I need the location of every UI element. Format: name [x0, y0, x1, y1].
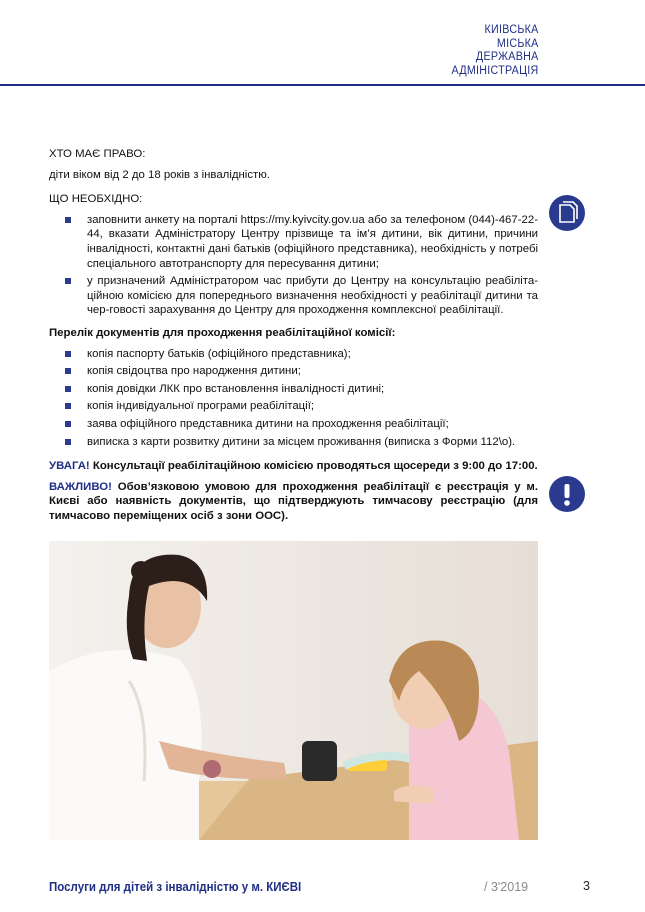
- important-label: ВАЖЛИВО!: [49, 480, 112, 493]
- footer-issue-number: / 3'2019: [484, 880, 529, 894]
- main-content: [49, 147, 538, 523]
- attention-label: УВАГА!: [49, 460, 90, 473]
- square-bullet-icon: [65, 439, 71, 445]
- square-bullet-icon: [65, 421, 71, 427]
- square-bullet-icon: [65, 278, 71, 284]
- list-item: заява офіційного представника дитини на проходження реабілітації;: [49, 417, 538, 432]
- needed-heading: ЩО НЕОБХІДНО:: [49, 193, 143, 206]
- photo-therapist-with-child: [49, 541, 538, 840]
- documents-list: [49, 347, 538, 450]
- documents-heading: Перелік документів для проходження реабілітаційної комісії:: [49, 326, 396, 339]
- square-bullet-icon: [65, 351, 71, 357]
- document-icon: [549, 195, 585, 231]
- exclamation-icon: [549, 476, 585, 512]
- square-bullet-icon: [65, 403, 71, 409]
- attention-text: Консультації реабілітаційною комісією проводяться щосереди з 9:00 до 17:00.: [89, 460, 538, 473]
- header-line: ДЕРЖАВНА: [476, 51, 539, 63]
- who-text: діти віком від 2 до 18 років з інвалідністю.: [49, 168, 270, 181]
- list-item: виписка з карти розвитку дитини за місцем проживання (виписка з Форми 112\о).: [49, 435, 538, 450]
- header-divider: [0, 84, 645, 86]
- list-item: копія довідки ЛКК про встановлення інвалідності дитині;: [49, 382, 538, 397]
- footer-publication-title: Послуги для дітей з інвалідністю у м. КИЄВІ: [49, 880, 302, 894]
- header-line: АДМІНІСТРАЦІЯ: [452, 64, 539, 77]
- header-agency-name: [445, 24, 539, 78]
- list-item: копія свідоцтва про народження дитини;: [49, 364, 538, 379]
- list-item: у призначений Адміністратором час прибути до Центру на консультацію реабіліта-ційною комісією для попереднього визначення необхідності у реабілітації дитини та чер-говості зарахування до Центру для проходження комплексної реабілітації.: [49, 274, 538, 318]
- needed-list: [49, 213, 538, 318]
- who-heading: ХТО МАЄ ПРАВО:: [49, 148, 146, 160]
- list-item: копія паспорту батьків (офіційного представника);: [49, 347, 538, 362]
- page-number: 3: [583, 879, 590, 893]
- header-line: МІСЬКА: [497, 37, 539, 50]
- list-item: копія індивідуальної програми реабілітації;: [49, 399, 538, 414]
- attention-note: [49, 459, 538, 474]
- header-line: КИЇВСЬКА: [484, 24, 539, 36]
- square-bullet-icon: [65, 368, 71, 374]
- list-item: заповнити анкету на порталі https://my.kyivcity.gov.ua або за телефоном (044)-467-22-44, вказати Адміністратору Центру прізвище та ім’я дитини, вік дитини, причини інвалідності, контактні дані батьків (офіційного представника), необхідність у потребі спеціального автотранспорту для пересування дитини;: [49, 213, 538, 271]
- square-bullet-icon: [65, 217, 71, 223]
- important-note: [49, 480, 538, 524]
- square-bullet-icon: [65, 386, 71, 392]
- important-text: Обов’язковою умовою для проходження реабілітації є реєстрація у м. Києві або наявність документів, що підтверджують тимчасову реєстрацію (для тимчасово переміщених осіб з зони ООС).: [49, 480, 538, 522]
